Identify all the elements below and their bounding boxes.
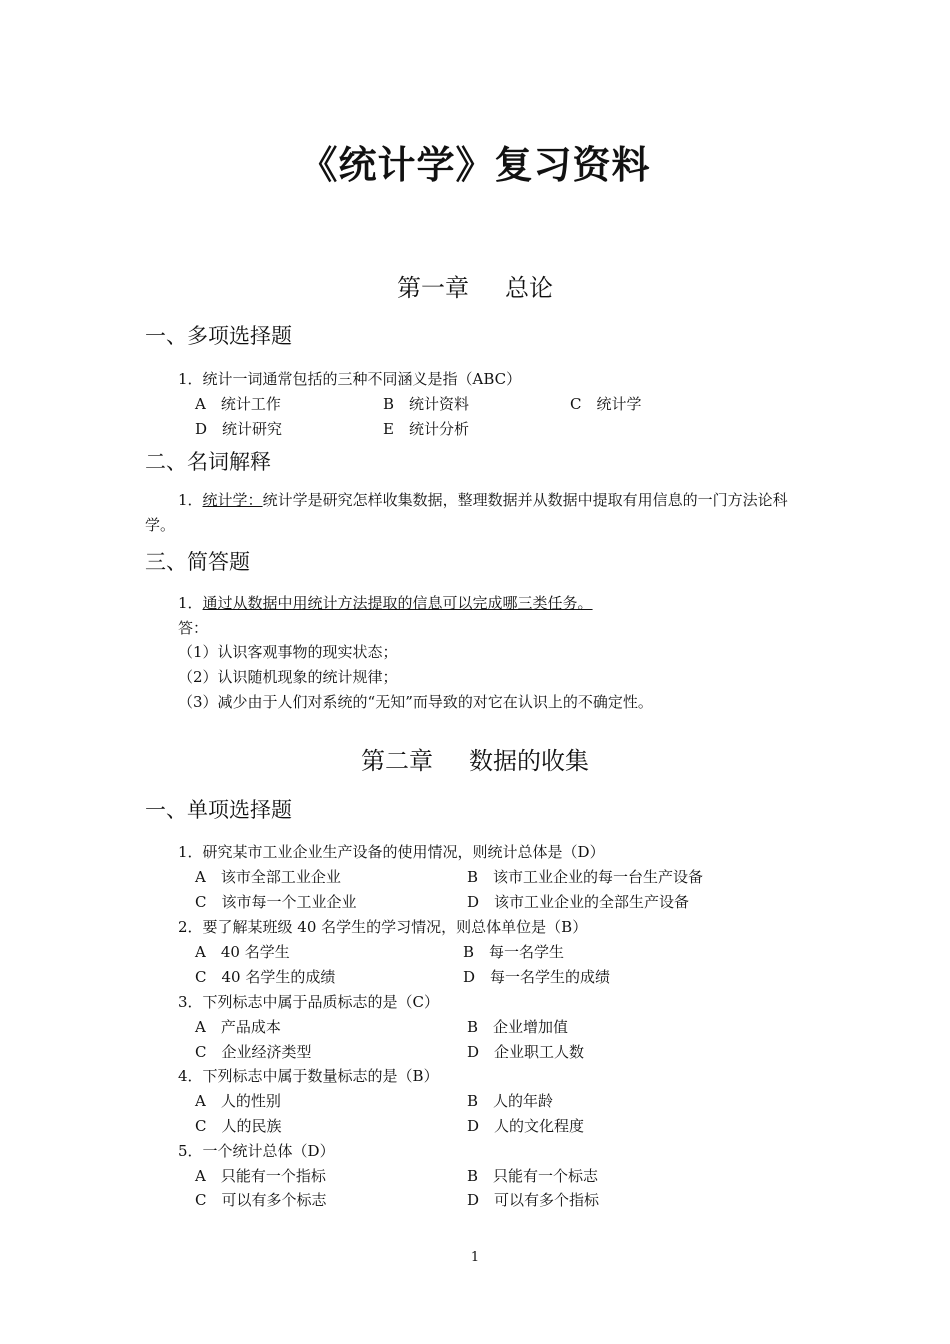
option-c: C 人的民族	[195, 1117, 282, 1135]
question-text: 1．统计一词通常包括的三种不同涵义是指（ABC）	[178, 370, 522, 388]
question-text: 1．研究某市工业企业生产设备的使用情况，则统计总体是（D）	[178, 843, 605, 861]
option-c: C 该市每一个工业企业	[195, 893, 357, 911]
option-c: C 企业经济类型	[195, 1043, 312, 1061]
section-multiple-choice: 一、多项选择题	[145, 324, 292, 348]
question-text: 3．下列标志中属于品质标志的是（C）	[178, 993, 440, 1011]
section-short-answer: 三、简答题	[145, 550, 250, 574]
answer-line-3: （3）减少由于人们对系统的“无知”而导致的对它在认识上的不确定性。	[178, 693, 653, 711]
question-text: 2．要了解某班级 40 名学生的学习情况，则总体单位是（B）	[178, 918, 588, 936]
question-text: 4．下列标志中属于数量标志的是（B）	[178, 1067, 439, 1085]
option-b: B 每一名学生	[463, 943, 565, 961]
option-d: D 统计研究	[195, 420, 283, 438]
chapter-2-name: 数据的收集	[469, 747, 589, 775]
short-question-text: 通过从数据中用统计方法提取的信息可以完成哪三类任务。	[202, 594, 593, 612]
short-question-number: 1．	[178, 594, 203, 612]
option-d: D 人的文化程度	[467, 1117, 585, 1135]
option-d: D 企业职工人数	[467, 1043, 585, 1061]
option-b: B 统计资料	[383, 395, 470, 413]
chapter-1-number: 第一章	[397, 274, 469, 302]
option-b: B 该市工业企业的每一台生产设备	[467, 868, 704, 886]
option-d: D 可以有多个指标	[467, 1191, 600, 1209]
term-name: 统计学：	[202, 491, 263, 509]
term-definition-paragraph	[145, 488, 815, 538]
option-b: B 企业增加值	[467, 1018, 569, 1036]
question-text: 5．一个统计总体（D）	[178, 1142, 335, 1160]
document-title: 《统计学》复习资料	[299, 143, 651, 187]
chapter-2-heading	[0, 741, 950, 776]
answer-line-1: （1）认识客观事物的现实状态；	[178, 643, 398, 661]
chapter-2-number: 第二章	[361, 747, 433, 775]
chapter-1-heading	[0, 268, 950, 303]
option-e: E 统计分析	[383, 420, 469, 438]
option-a: A 产品成本	[195, 1018, 281, 1036]
short-question	[178, 592, 593, 613]
option-c: C 统计学	[570, 395, 642, 413]
option-d: D 每一名学生的成绩	[463, 968, 611, 986]
option-a: A 该市全部工业企业	[195, 868, 341, 886]
option-a: A 统计工作	[195, 395, 281, 413]
option-a: A 40 名学生	[195, 943, 290, 961]
answer-line-2: （2）认识随机现象的统计规律；	[178, 668, 398, 686]
section-single-choice: 一、单项选择题	[145, 798, 292, 822]
option-a: A 人的性别	[195, 1092, 281, 1110]
chapter-1-name: 总论	[505, 274, 553, 302]
section-term-definition: 二、名词解释	[145, 450, 271, 474]
term-number: 1．	[178, 491, 203, 509]
option-a: A 只能有一个指标	[195, 1167, 326, 1185]
option-b: B 只能有一个标志	[467, 1167, 599, 1185]
term-text: 统计学是研究怎样收集数据，整理数据并从数据中提取有用信息的一门方法论科学。	[145, 491, 788, 534]
option-d: D 该市工业企业的全部生产设备	[467, 893, 690, 911]
option-c: C 可以有多个标志	[195, 1191, 327, 1209]
option-b: B 人的年龄	[467, 1092, 554, 1110]
page-number: 1	[470, 1250, 480, 1265]
answer-label: 答：	[178, 619, 209, 637]
option-c: C 40 名学生的成绩	[195, 968, 336, 986]
